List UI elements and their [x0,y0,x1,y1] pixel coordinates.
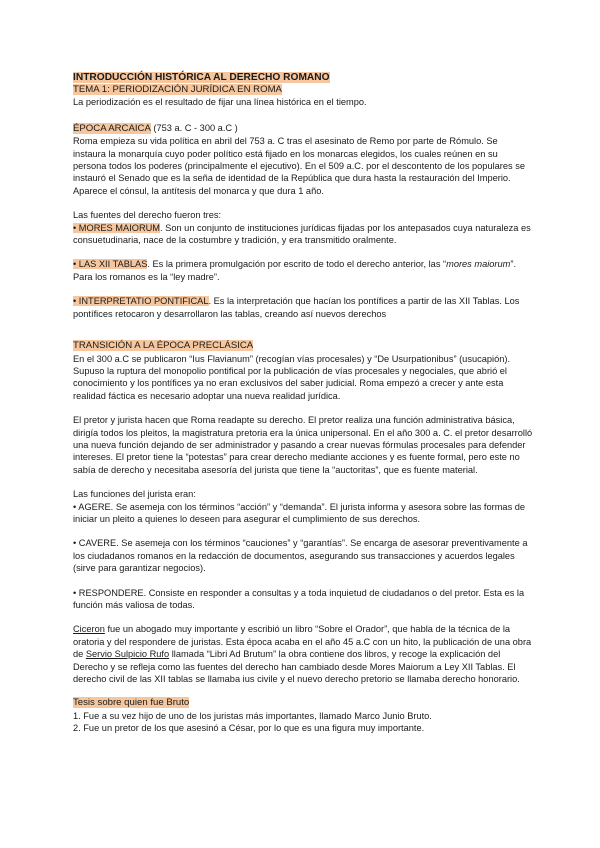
ciceron-paragraph: Ciceron fue un abogado muy importante y escribió un libro “Sobre el Orador”, que habla de la técnica de la oratoria y del respondere de juristas. Esta época acaba en el año 45 a.C con un hito, la publicación de una obra de Servio Sulpicio Rufo llamada “Libri Ad Brutum” la obra contiene dos libros, y recoge la explicación del Derecho y se refleja como las fuentes del derecho han cambiado desde Mores Maiorum a Ley XII Tablas. El derecho civil de las XII tablas se llamaba ius civile y el nuevo derecho pretorio se llamaba derecho honorario. [73,624,532,685]
fuente-xii-tablas: • LAS XII TABLAS. Es la primera promulgación por escrito de todo el derecho anterior, las “mores maiorum”. Para los romanos es la “ley madre”. [73,259,517,282]
fuente-interpretatio: • INTERPRETATIO PONTIFICAL. Es la interpretación que hacían los pontífices a partir de las XII Tablas. Los pontífices retocaron y desarrollaron las tablas, creando así nuevos derechos [73,296,520,319]
fuentes-intro: Las fuentes del derecho fueron tres: [73,210,222,221]
transicion-paragraph-2: El pretor y jurista hacen que Roma readapte su derecho. El pretor realiza una función administrativa básica, dirigía todos los pleitos, la magistratura pretoria era la única unipersonal. En el año 300 a. C. el pretor desarrolló una nueva función dejando de ser administrador y pasando a crear nuevas fórmulas procesales para defender intereses. El pretor tiene la “potestas” para crear derecho mediante acciones y es fuente formal, pero este no sabía de derecho y necesitaba asesoría del jurista que tiene la “auctoritas”, que es fuente material. [73,415,533,475]
funcion-cavere: • CAVERE. Se asemeja con los términos “cauciones” y “garantías”. Se encarga de asesorar preventivamente a los ciudadanos romanos en la redacción de documentos, asegurando sus transacciones y acuerdos legales (sirve para garantizar negocios). [73,538,528,574]
tema-heading: TEMA 1: PERIODIZACIÓN JURÍDICA EN ROMA [73,84,282,95]
fuente-mores-maiorum: • MORES MAIORUM. Son un conjunto de instituciones jurídicas fijadas por los antepasados cuya naturaleza es consuetudinaria, nace de la costumbre y tradición, y era transmitido oralmente. [73,222,531,246]
tesis-item-2: 2. Fue un pretor de los que asesinó a César, por lo que es una figura muy importante. [73,723,425,734]
document-body [73,71,533,735]
transicion-heading: TRANSICIÓN A LA ÉPOCA PRECLÁSICA [73,340,254,352]
funciones-intro: Las funciones del jurista eran: [73,489,196,500]
transicion-paragraph-1: En el 300 a.C se publicaron “Ius Flavianum” (recogían vías procesales) y “De Usurpationibus” (usucapión). Supuso la ruptura del monopolio pontifical por la publicación de vías procesales y negociales, que abrió el conocimiento y los pontífices ya no eran exclusivos del saber judicial. Roma empezó a crecer y ante esta realidad fáctica es necesario adoptar una nueva realidad jurídica. [73,353,511,401]
tesis-heading: Tesis sobre quien fue Bruto [73,697,190,709]
arcaica-paragraph: Roma empieza su vida política en abril del 753 a. C tras el asesinato de Remo por parte de Rómulo. Se instaura la monarquía cuyo poder político está fijado en los monarcas elegidos, los cuales reúnen en su persona todos los poderes (principalmente el ejecutivo). En el 509 a.C. por el descontento de los populares se instauró el Senado que es la seña de identidad de la República que dura hasta la restauración del Imperio. Aparece el cónsul, la antítesis del monarca y que dura 1 año. [73,136,525,196]
tesis-item-1: 1. Fue a su vez hijo de uno de los juristas más importantes, llamado Marco Junio Bruto. [73,710,432,721]
funcion-agere: • AGERE. Se asemeja con los términos “acción” y “demanda”. El jurista informa y asesora sobre las formas de iniciar un pleito a quienes lo deseen para asegurar el cumplimiento de sus derechos. [73,501,526,524]
document-title: INTRODUCCIÓN HISTÓRICA AL DERECHO ROMANO [73,72,330,83]
funcion-respondere: • RESPONDERE. Consiste en responder a consultas y a toda inquietud de ciudadanos o del pretor. Esta es la función más valiosa de todas. [73,587,525,610]
arcaica-heading: ÉPOCA ARCAICA (753 a. C - 300 a.C ) [73,122,238,134]
intro-text: La periodización es el resultado de fijar una línea histórica en el tiempo. [73,97,367,108]
